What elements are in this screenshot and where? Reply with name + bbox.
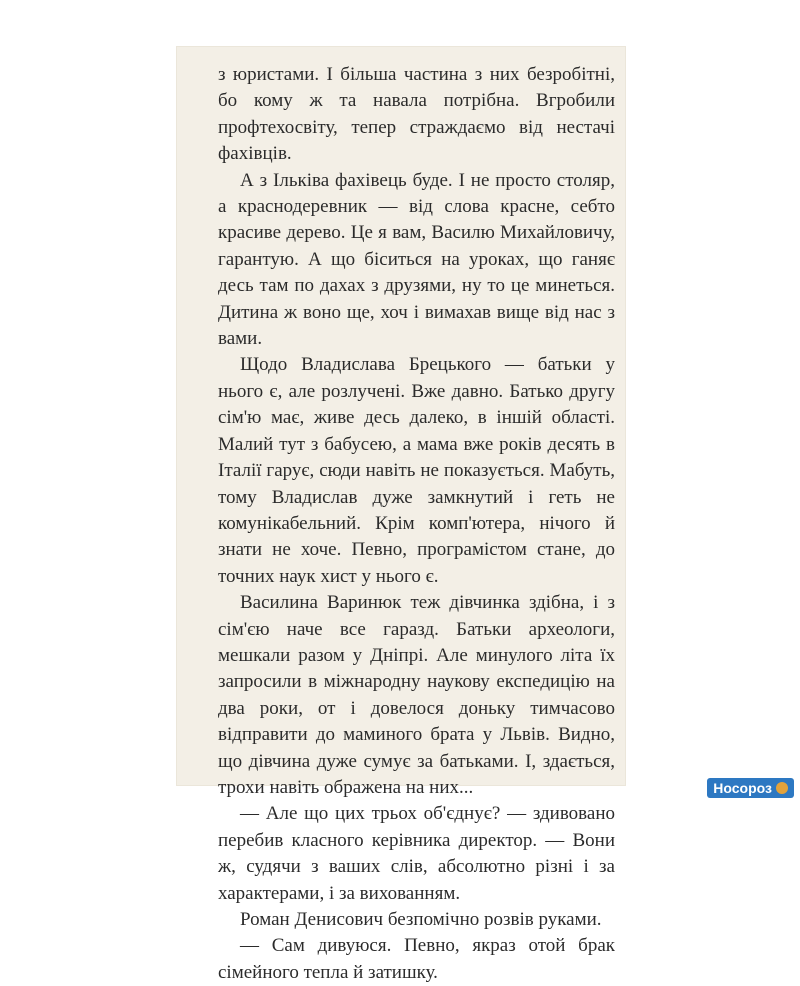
paragraph-6: Роман Денисович безпомічно розвів руками. — [240, 909, 602, 930]
page-text — [218, 62, 615, 986]
store-watermark — [707, 778, 794, 798]
paragraph-5: — Але що цих трьох об'єднує? — здивовано перебив класного керівника директор. — Вони ж, судячи з ваших слів, абсолютно різні і за характерами, і за вихованням. — [218, 803, 615, 904]
paragraph-3: Щодо Владислава Брецького — батьки у нього є, але розлучені. Вже давно. Батько другу сім'ю має, живе десь далеко, в іншій області. Малий тут з бабусею, а мама вже років десять в Італії гарує, сюди навіть не показується. Мабуть, тому Владислав дуже замкнутий і геть не комунікабельний. Крім комп'ютера, нічого й знати не хоче. Певно, програмістом стане, до точних наук хист у нього є. — [218, 354, 615, 587]
paragraph-2: А з Ільківа фахівець буде. І не просто столяр, а краснодеревник — від слова красне, себто красиве дерево. Це я вам, Василю Михайловичу, гарантую. А що біситься на уроках, що ганяє десь там по дахах з друзями, ну то це минеться. Дитина ж воно ще, хоч і вимахав вище від нас з вами. — [218, 169, 615, 350]
paragraph-7: — Сам дивуюся. Певно, якраз отой брак сімейного тепла й затишку. — [218, 935, 615, 983]
paragraph-1: з юристами. І більша частина з них безробітні, бо кому ж та навала потрібна. Вгробили профтехосвіту, тепер страждаємо від нестачі фахівців. — [218, 64, 615, 165]
watermark-label: Носороз — [713, 780, 772, 796]
rhino-logo-icon — [776, 782, 788, 794]
paragraph-4: Василина Варинюк теж дівчинка здібна, і з сім'єю наче все гаразд. Батьки археологи, мешкали разом у Дніпрі. Але минулого літа їх запросили в міжнародну наукову експедицію на два роки, от і довелося доньку тимчасово відправити до маминого брата у Львів. Видно, що дівчина дуже сумує за батьками. І, здається, трохи навіть ображена на них... — [218, 592, 615, 798]
